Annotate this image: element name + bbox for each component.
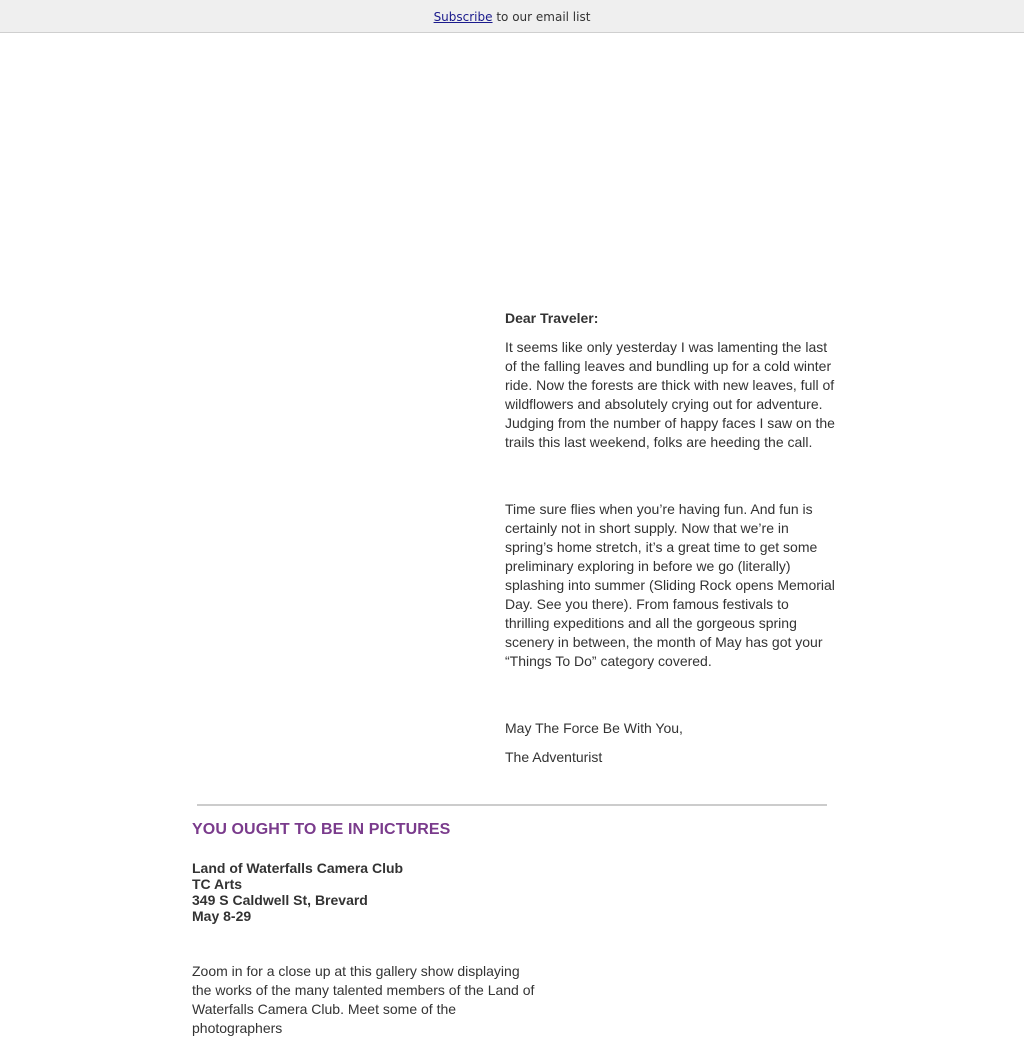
event-description: Zoom in for a close up at this gallery show displaying the works of the many talented members of the Land of Waterfalls Camera Club. Meet some of the photographers	[192, 963, 535, 1036]
subscribe-banner	[0, 0, 1024, 33]
letter-paragraph-1: It seems like only yesterday I was lamenting the last of the falling leaves and bundling up for a cold winter ride. Now the forests are thick with new leaves, full of wildflowers and absolutely crying out for adventure. Judging from the number of happy faces I saw on the trails this last weekend, folks are heeding the call.	[505, 339, 835, 450]
letter-greeting: Dear Traveler:	[505, 310, 599, 326]
section-divider	[197, 804, 827, 806]
event-name: Land of Waterfalls Camera Club	[192, 860, 404, 876]
event-dates: May 8-29	[192, 908, 252, 924]
letter-spacer	[505, 681, 835, 719]
subscribe-banner-text: to our email list	[492, 10, 591, 24]
letter-spacer	[505, 462, 835, 500]
letter-paragraph-2: Time sure flies when you’re having fun. And fun is certainly not in short supply. Now that we’re in spring’s home stretch, it’s a great time to get some preliminary exploring in before we go (literally) splashing into summer (Sliding Rock opens Memorial Day. See you there). From famous festivals to thrilling expeditions and all the gorgeous spring scenery in between, the month of May has got your “Things To Do” category covered.	[505, 501, 835, 669]
event-address: 349 S Caldwell St, Brevard	[192, 892, 368, 908]
letter-signoff: May The Force Be With You,	[505, 720, 683, 736]
subscribe-link[interactable]: Subscribe	[433, 10, 493, 24]
event-venue: TC Arts	[192, 876, 243, 892]
editor-letter	[505, 309, 835, 767]
event-info	[192, 860, 403, 924]
section-title: YOU OUGHT TO BE IN PICTURES	[192, 821, 451, 838]
letter-signature: The Adventurist	[505, 749, 603, 765]
